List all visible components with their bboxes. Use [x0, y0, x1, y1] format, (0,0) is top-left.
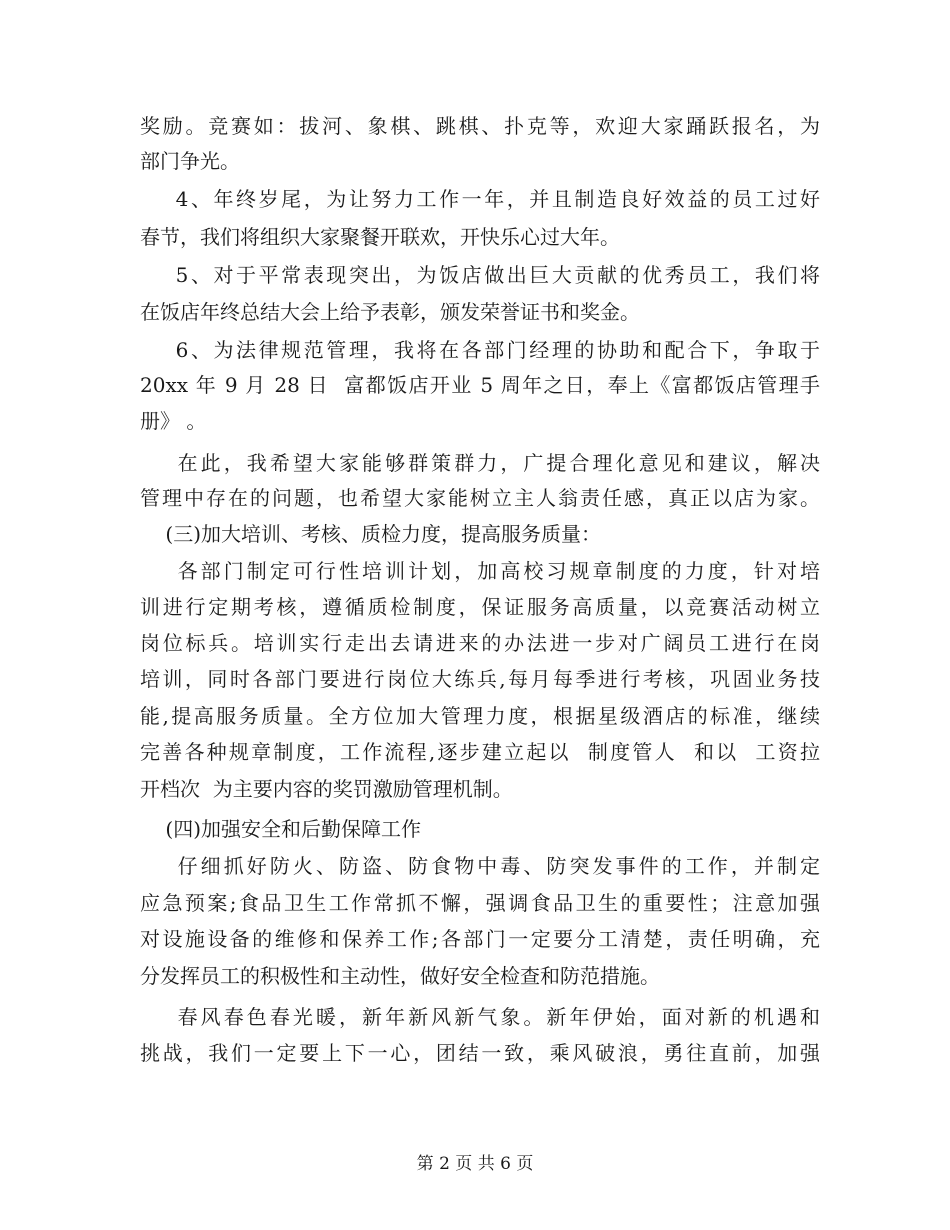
- body-line: 册》 。: [140, 409, 207, 433]
- body-line: 各部门制定可行性培训计划，加高校习规章制度的力度，针对培: [140, 559, 820, 583]
- body-line: 6、为法律规范管理，我将在各部门经理的协助和配合下，争取于: [140, 338, 820, 362]
- body-line: 仔细抓好防火、防盗、防食物中毒、防突发事件的工作，并制定: [140, 854, 820, 878]
- body-line: 管理中存在的问题，也希望大家能树立主人翁责任感，真正以店为家。: [140, 486, 820, 510]
- body-line: 培训，同时各部门要进行岗位大练兵,每月每季进行考核，巩固业务技: [140, 667, 820, 691]
- body-line: 奖励。竞赛如：拔河、象棋、跳棋、扑克等，欢迎大家踊跃报名，为: [140, 114, 820, 138]
- body-line: 能,提高服务质量。全方位加大管理力度，根据星级酒店的标准，继续: [140, 704, 820, 728]
- section-heading: (三)加大培训、考核、质检力度，提高服务质量：: [140, 522, 602, 546]
- body-line: 应急预案;食品卫生工作常抓不懈，强调食品卫生的重要性；注意加强: [140, 891, 820, 915]
- body-line: 完善各种规章制度，工作流程,逐步建立起以 制度管人 和以 工资拉: [140, 740, 820, 764]
- body-line: 春节，我们将组织大家聚餐开联欢，开快乐心过大年。: [140, 225, 620, 249]
- section-heading: (四)加强安全和后勤保障工作: [140, 817, 422, 841]
- body-line: 部门争光。: [140, 149, 240, 173]
- body-line: 挑战，我们一定要上下一心，团结一致，乘风破浪，勇往直前，加强: [140, 1041, 820, 1065]
- body-line: 开档次 为主要内容的奖罚激励管理机制。: [140, 777, 513, 801]
- body-line: 春风春色春光暖，新年新风新气象。新年伊始，面对新的机遇和: [140, 1005, 820, 1029]
- body-line: 5、对于平常表现突出，为饭店做出巨大贡献的优秀员工，我们将: [140, 263, 820, 287]
- body-line: 岗位标兵。培训实行走出去请进来的办法进一步对广阔员工进行在岗: [140, 631, 820, 655]
- body-line: 对设施设备的维修和保养工作;各部门一定要分工清楚，责任明确，充: [140, 927, 820, 951]
- body-line: 4、年终岁尾，为让努力工作一年，并且制造良好效益的员工过好: [140, 187, 820, 211]
- body-line: 20xx 年 9 月 28 日 富都饭店开业 5 周年之日，奉上《富都饭店管理手: [140, 373, 820, 397]
- body-line: 在此，我希望大家能够群策群力，广提合理化意见和建议，解决: [140, 451, 820, 475]
- body-line: 训进行定期考核，遵循质检制度，保证服务高质量，以竞赛活动树立: [140, 595, 820, 619]
- body-line: 在饭店年终总结大会上给予表彰，颁发荣誉证书和奖金。: [140, 300, 640, 324]
- page-footer: 第 2 页 共 6 页: [416, 1154, 534, 1174]
- body-line: 分发挥员工的积极性和主动性，做好安全检查和防范措施。: [140, 964, 660, 988]
